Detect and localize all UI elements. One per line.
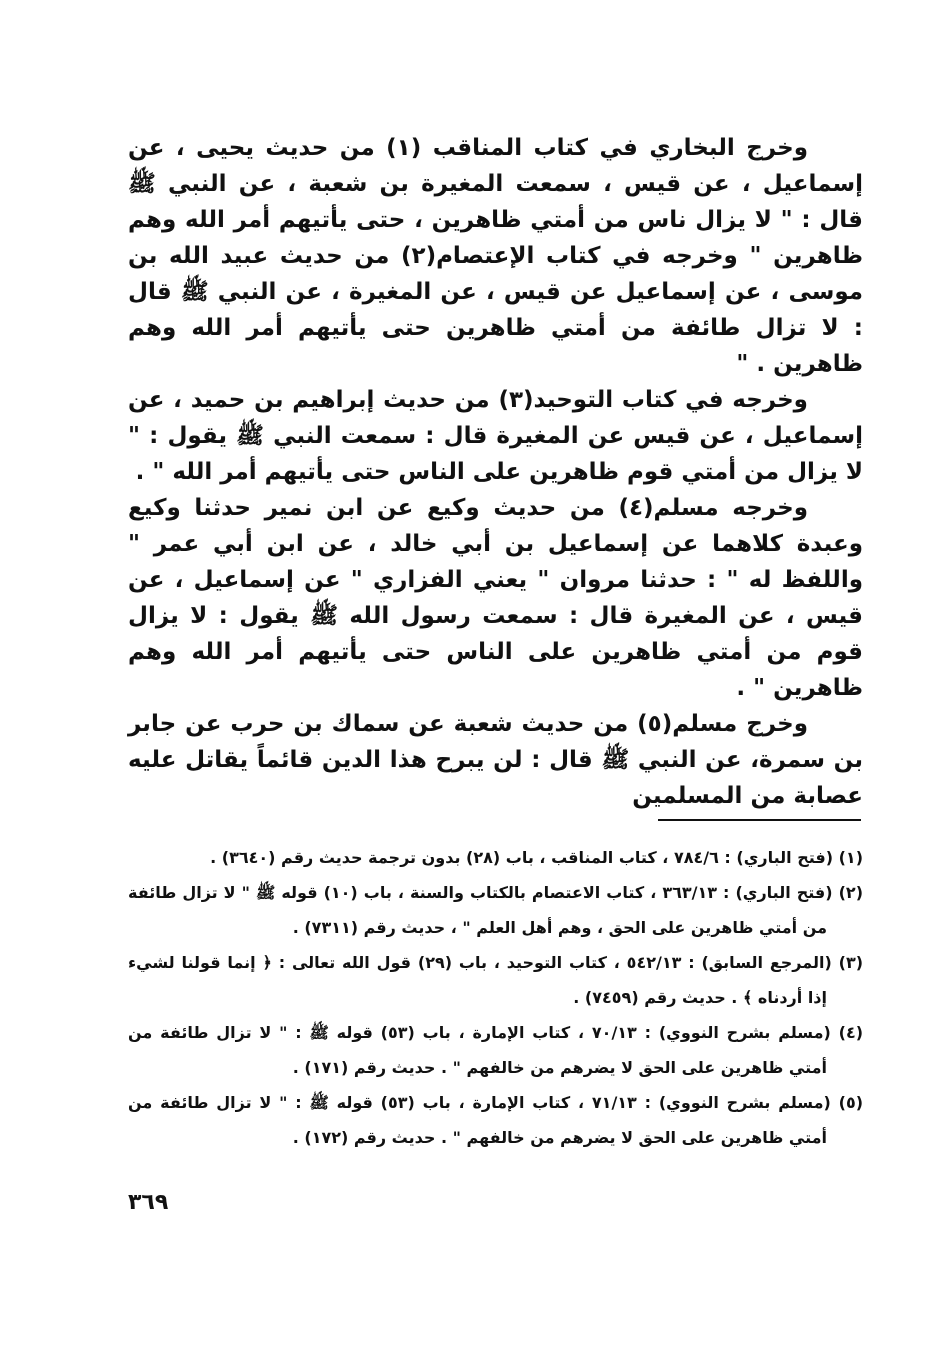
body-paragraph-1: وخرج البخاري في كتاب المناقب (١) من حديث يحيى ، عن إسماعيل ، عن قيس ، سمعت المغيرة بن شعبة ، عن النبي ﷺ قال : " لا يزال ناس من أمتي ظاهرين ، حتى يأتيهم أمر الله وهم ظاهرين " وخرجه في كتاب الإعتصام(٢) من حديث عبيد الله بن موسى ، عن إسماعيل عن قيس ، عن المغيرة ، عن النبي ﷺ قال : لا تزال طائفة من أمتي ظاهرين حتى يأتيهم أمر الله وهم ظاهرين . " [128,135,863,377]
body-paragraph-3: وخرجه مسلم(٤) من حديث وكيع عن ابن نمير حدثنا وكيع وعبدة كلاهما عن إسماعيل بن أبي خالد ، عن ابن أبي عمر " واللفظ له " : حدثنا مروان " يعني الفزاري " عن إسماعيل ، عن قيس ، عن المغيرة قال : سمعت رسول الله ﷺ يقول : لا يزال قوم من أمتي ظاهرين على الناس حتى يأتيهم أمر الله وهم ظاهرين " . [128,495,863,701]
body-paragraph-4: وخرج مسلم(٥) من حديث شعبة عن سماك بن حرب عن جابر بن سمرة، عن النبي ﷺ قال : لن يبرح هذا الدين قائماً يقاتل عليه عصابة من المسلمين [128,711,863,809]
main-text-block [128,130,863,814]
footnote-3: (٣) (المرجع السابق) : ٥٤٢/١٣ ، كتاب التوحيد ، باب (٢٩) قول الله تعالى : ﴿ إنما قولنا لشيء إذا أردناه ﴾ . حديث رقم (٧٤٥٩) . [128,953,864,1007]
page-number: ٣٦٩ [128,1190,169,1215]
footnote-2: (٢) (فتح الباري) : ٣٦٣/١٣ ، كتاب الاعتصام بالكتاب والسنة ، باب (١٠) قوله ﷺ " لا تزال طائفة من أمتي ظاهرين على الحق ، وهم أهل العلم " ، حديث رقم (٧٣١١) . [128,883,863,937]
footnote-5: (٥) (مسلم بشرح النووي) : ٧١/١٣ ، كتاب الإمارة ، باب (٥٣) قوله ﷺ : " لا تزال طائفة من أمتي ظاهرين على الحق لا يضرهم من خالفهم " . حديث رقم (١٧٢) . [128,1093,864,1147]
footnote-4: (٤) (مسلم بشرح النووي) : ٧٠/١٣ ، كتاب الإمارة ، باب (٥٣) قوله ﷺ : " لا تزال طائفة من أمتي ظاهرين على الحق لا يضرهم من خالفهم " . حديث رقم (١٧١) . [128,1023,864,1077]
footnote-1: (١) (فتح الباري) : ٧٨٤/٦ ، كتاب المناقب ، باب (٢٨) بدون ترجمة حديث رقم (٣٦٤٠) . [210,848,863,867]
body-paragraph-2: وخرجه في كتاب التوحيد(٣) من حديث إبراهيم بن حميد ، عن إسماعيل ، عن قيس عن المغيرة قال : سمعت النبي ﷺ يقول : " لا يزال من أمتي قوم ظاهرين على الناس حتى يأتيهم أمر الله " . [128,387,863,485]
footnotes-block [128,840,863,1155]
footnote-separator [658,819,861,821]
